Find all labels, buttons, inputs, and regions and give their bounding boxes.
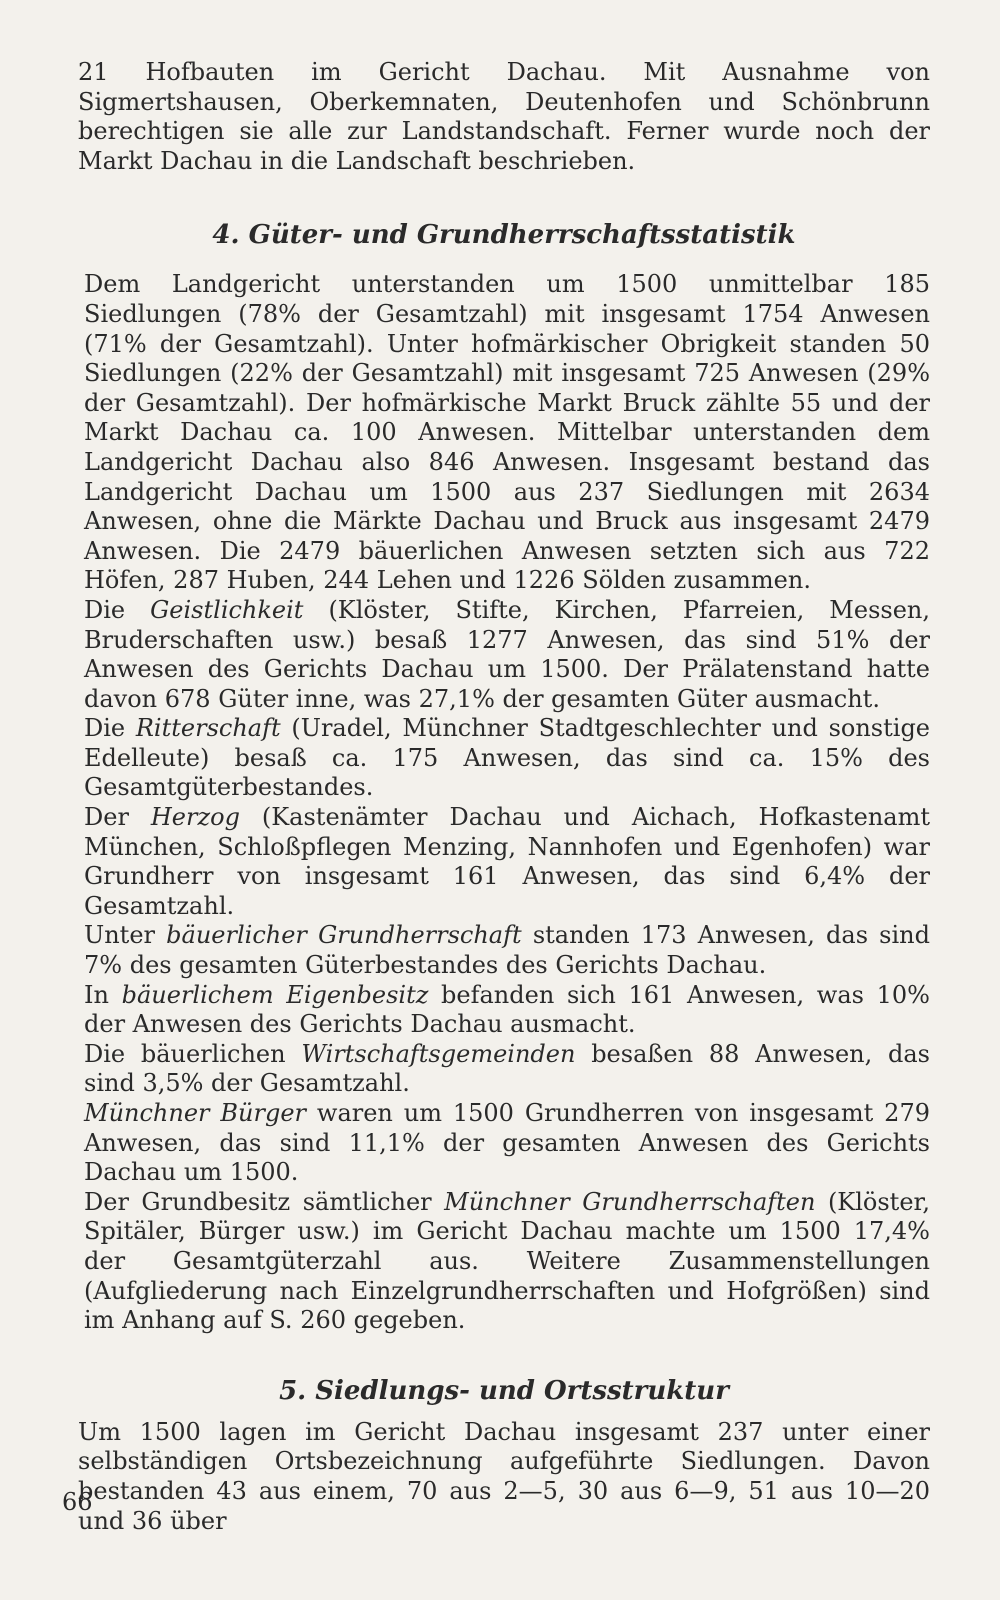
text-pre: Die: [84, 595, 151, 624]
text-pre: In: [84, 980, 122, 1009]
paragraph-baeuerliche-grundherrschaft: [78, 921, 930, 980]
paragraph-statistics: Dem Landgericht unterstanden um 1500 unmittelbar 185 Siedlungen (78% der Gesamtzahl) mit insgesamt 1754 Anwesen (71% der Gesamtzahl). Unter hofmärkischer Obrigkeit standen 50 Siedlungen (22% der Gesamtzahl) mit insgesamt 725 Anwesen (29% der Gesamtzahl). Der hofmärkische Markt Bruck zählte 55 und der Markt Dachau ca. 100 Anwesen. Mittelbar unterstanden dem Landgericht Dachau also 846 Anwesen. Insgesamt bestand das Landgericht Dachau um 1500 aus 237 Siedlungen mit 2634 Anwesen, ohne die Märkte Dachau und Bruck aus insgesamt 2479 Anwesen. Die 2479 bäuerlichen Anwesen setzten sich aus 722 Höfen, 287 Huben, 244 Lehen und 1226 Sölden zusammen.: [84, 270, 930, 595]
text-post: befanden sich 161 Anwesen, was 10% der Anwesen des Gerichts Dachau ausmacht.: [84, 980, 930, 1039]
emphasis: bäuerlicher Grundherrschaft: [166, 921, 522, 950]
intro-paragraph: 21 Hofbauten im Gericht Dachau. Mit Ausnahme von Sigmertshausen, Oberkemnaten, Deutenhofen und Schönbrunn berechtigen sie alle zur Landstandschaft. Ferner wurde noch der Markt Dachau in die Landschaft beschrieben.: [78, 58, 930, 175]
paragraph-siedlungsstruktur: Um 1500 lagen im Gericht Dachau insgesamt 237 unter einer selbständigen Ortsbezeichnung aufgeführte Siedlungen. Davon bestanden 43 aus einem, 70 aus 2—5, 30 aus 6—9, 51 aus 10—20 und 36 über: [78, 1417, 930, 1535]
text-post: (Klöster, Stifte, Kirchen, Pfarreien, Messen, Bruderschaften usw.) besaß 1277 Anwesen, das sind 51% der Anwesen des Gerichts Dachau um 1500. Der Prälatenstand hatte davon 678 Güter inne, was 27,1% der gesamten Güter ausmacht.: [84, 595, 931, 713]
paragraph-ritterschaft: [78, 714, 930, 803]
paragraph-eigenbesitz: [78, 981, 930, 1040]
text-post: (Klöster, Spitäler, Bürger usw.) im Gericht Dachau machte um 1500 17,4% der Gesamtgüterzahl aus. Weitere Zusammenstellungen (Aufgliederung nach Einzelgrundherrschaften und Hofgrößen) sind im Anhang auf S. 260 gegeben.: [84, 1187, 930, 1335]
text-post: besaßen 88 Anwesen, das sind 3,5% der Gesamtzahl.: [84, 1039, 930, 1098]
section-5-heading: 5. Siedlungs- und Ortsstruktur: [279, 1375, 729, 1406]
text-pre: Der: [84, 803, 151, 832]
emphasis: Münchner Grundherrschaften: [444, 1187, 816, 1216]
emphasis: Ritterschaft: [135, 714, 281, 743]
emphasis: Münchner Bürger: [84, 1099, 307, 1127]
paragraph-wirtschaftsgemeinden: [78, 1040, 930, 1099]
text-pre: Die: [84, 714, 136, 743]
section-4-heading: 4. Güter- und Grundherrschaftsstatistik: [212, 220, 796, 251]
text-pre: Die bäuerlichen: [84, 1039, 302, 1068]
emphasis: Wirtschaftsgemeinden: [301, 1039, 576, 1068]
text-post: standen 173 Anwesen, das sind 7% des gesamten Güterbestandes des Gerichts Dachau.: [84, 921, 930, 980]
section-4-body: [78, 270, 930, 1335]
paragraph-geistlichkeit: [78, 596, 930, 714]
emphasis: Geistlichkeit: [150, 595, 304, 624]
paragraph-muenchner-grundherrschaften: [78, 1188, 930, 1336]
text-pre: Der Grundbesitz sämtlicher: [84, 1187, 445, 1216]
emphasis: Herzog: [150, 803, 240, 832]
text-post: (Kastenämter Dachau und Aichach, Hofkastenamt München, Schloßpflegen Menzing, Nannhofen und Egenhofen) war Grundherr von insgesamt 161 Anwesen, das sind 6,4% der Gesamtzahl.: [84, 803, 930, 920]
text-pre: Unter: [84, 921, 167, 950]
page-number: 66: [62, 1488, 93, 1516]
text-post: (Uradel, Münchner Stadtgeschlechter und sonstige Edelleute) besaß ca. 175 Anwesen, das sind ca. 15% des Gesamtgüterbestandes.: [84, 714, 931, 802]
emphasis: bäuerlichem Eigenbesitz: [121, 980, 429, 1009]
text-post: waren um 1500 Grundherren von insgesamt 279 Anwesen, das sind 11,1% der gesamten Anwesen des Gerichts Dachau um 1500.: [84, 1099, 930, 1187]
paragraph-herzog: [78, 803, 930, 921]
paragraph-muenchner-buerger: [78, 1099, 930, 1188]
